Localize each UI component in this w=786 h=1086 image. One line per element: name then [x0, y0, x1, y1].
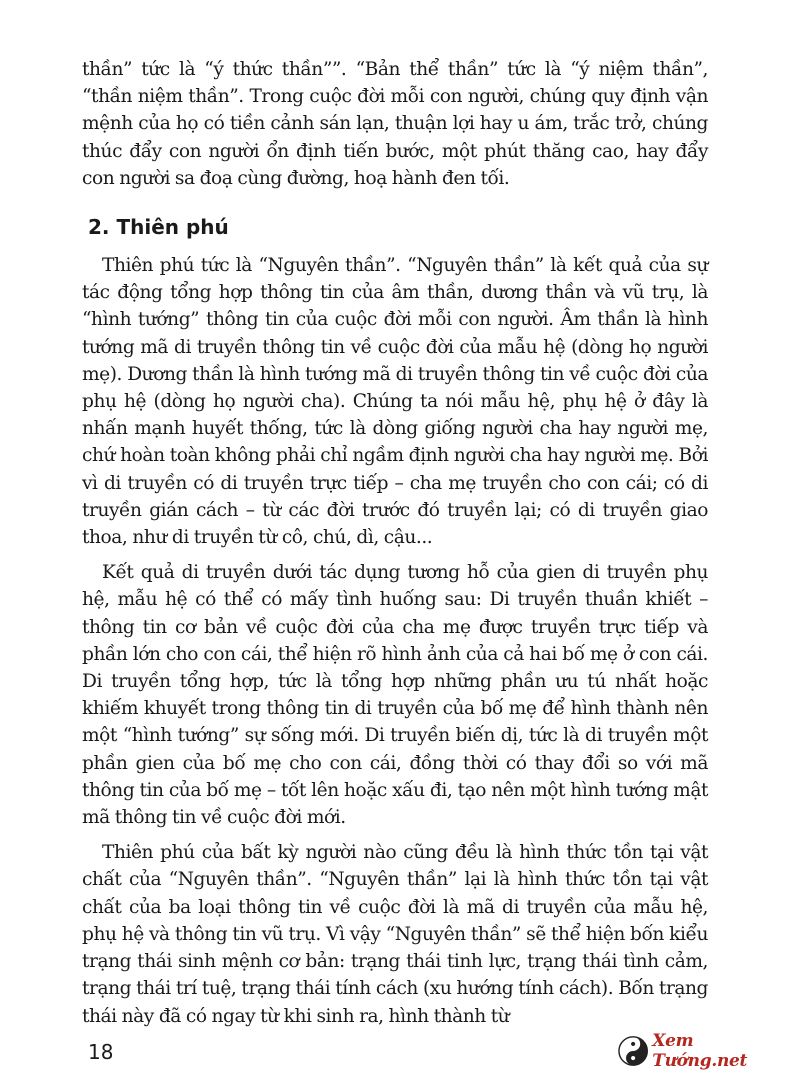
paragraph-2: Kết quả di truyền dưới tác dụng tương hỗ của gien di truyền phụ hệ, mẫu hệ có thể có mấy tình huống sau: Di truyền thuần khiết – thông tin cơ bản về cuộc đời của cha mẹ được truyền trực tiếp và phần lớn cho con cái, thể hiện rõ hình ảnh của cả hai bố mẹ ở con cái. Di truyền tổng hợp, tức là tổng hợp những phần ưu tú nhất hoặc khiếm khuyết trong thông tin di truyền của bố mẹ để hình thành nên một “hình tướng” sự sống mới. Di truyền biến dị, tức là di truyền một phần gien của bố mẹ cho con cái, đồng thời có thay đổi so với mã thông tin của bố mẹ – tốt lên hoặc xấu đi, tạo nên một hình tướng mật mã thông tin về cuộc đời mới.	[82, 562, 708, 829]
watermark-text: Xem Tướng.net	[652, 1031, 748, 1071]
paragraph-1: Thiên phú tức là “Nguyên thần”. “Nguyên thần” là kết quả của sự tác động tổng hợp thông tin của âm thần, dương thần và vũ trụ, là “hình tướng” thông tin của cuộc đời mỗi con người. Âm thần là hình tướng mã di truyền thông tin về cuộc đời của mẫu hệ (dòng họ người mẹ). Dương thần là hình tướng mã di truyền thông tin về cuộc đời của phụ hệ (dòng họ người cha). Chúng ta nói mẫu hệ, phụ hệ ở đây là nhấn mạnh huyết thống, tức là dòng giống người cha hay người mẹ, chứ hoàn toàn không phải chỉ ngầm định người cha hay người mẹ. Bởi vì di truyền có di truyền trực tiếp – cha mẹ truyền cho con cái; có di truyền gián cách – từ các đời trước đó truyền lại; có di truyền giao thoa, như di truyền từ cô, chú, dì, cậu...	[82, 255, 708, 549]
yin-yang-icon	[618, 1035, 648, 1067]
paragraph-continued: thần” tức là “ý thức thần””. “Bản thể thần” tức là “ý niệm thần”, “thần niệm thần”. Trong cuộc đời mỗi con người, chúng quy định vận mệnh của họ có tiền cảnh sán lạn, thuận lợi hay u ám, trắc trở, chúng thúc đẩy con người ổn định tiến bước, một phút thăng cao, hay đẩy con người sa đoạ cùng đường, hoạ hành đen tối.	[82, 59, 708, 189]
page-number: 18	[88, 1040, 114, 1064]
paragraph-3: Thiên phú của bất kỳ người nào cũng đều là hình thức tồn tại vật chất của “Nguyên thần”. “Nguyên thần” lại là hình thức tồn tại vật chất của ba loại thông tin về cuộc đời là mã di truyền của mẫu hệ, phụ hệ và thông tin vũ trụ. Vì vậy “Nguyên thần” sẽ thể hiện bốn kiểu trạng thái sinh mệnh cơ bản: trạng thái tinh lực, trạng thái tình cảm, trạng thái trí tuệ, trạng thái tính cách (xu hướng tính cách). Bốn trạng thái này đã có ngay từ khi sinh ra, hình thành từ	[82, 842, 708, 1027]
section-heading: 2. Thiên phú	[88, 215, 229, 240]
page-body	[82, 56, 708, 1030]
watermark	[618, 1031, 786, 1071]
